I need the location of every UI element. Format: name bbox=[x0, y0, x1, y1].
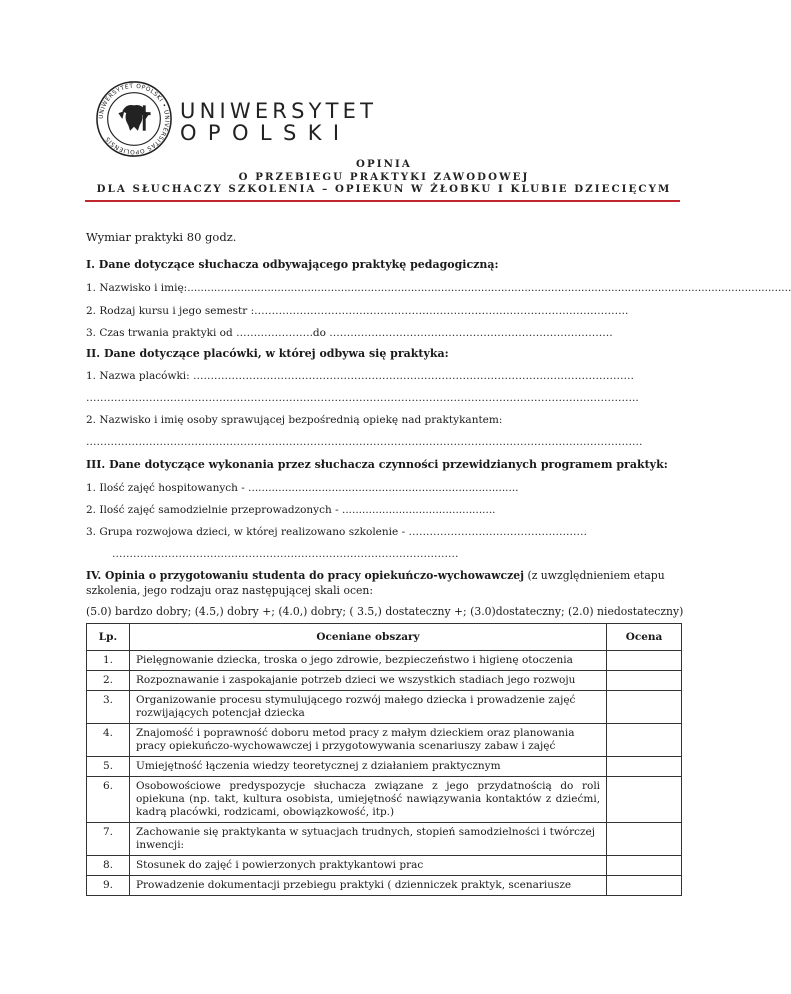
logo-line-1: UNIWERSYTET bbox=[180, 99, 378, 123]
title-line-2: O PRZEBIEGU PRAKTYKI ZAWODOWEJ bbox=[238, 170, 530, 183]
table-row bbox=[87, 876, 682, 896]
field-age-group-cont[interactable]: ……………………………………………………………………………………… bbox=[112, 548, 459, 560]
university-logo bbox=[95, 80, 378, 160]
row-number: 6. bbox=[87, 777, 130, 823]
field-institution-cont[interactable]: ………………………………………………………………………………………………………………………………………….. bbox=[86, 392, 639, 404]
grade-cell[interactable] bbox=[607, 691, 682, 724]
table-header-row bbox=[87, 624, 682, 651]
row-area: Osobowościowe predyspozycje słuchacza związane z jego przydatnością do roli opiekuna (np. takt, kultura osobista, umiejętność nawiązywania kontaktów z dziećmi, kadrą placówki, rodzicami, obowiązkowość, itp.) bbox=[129, 777, 606, 823]
column-header-area: Oceniane obszary bbox=[129, 624, 606, 651]
table-row bbox=[87, 777, 682, 823]
practice-hours: Wymiar praktyki 80 godz. bbox=[86, 230, 237, 244]
field-duration[interactable]: 3. Czas trwania praktyki od ………………….do ……………………………………………………………………… bbox=[86, 327, 613, 339]
row-area: Zachowanie się praktykanta w sytuacjach trudnych, stopień samodzielności i twórczej inwencji: bbox=[129, 823, 606, 856]
section-1-heading: I. Dane dotyczące słuchacza odbywającego praktykę pedagogiczną: bbox=[86, 258, 499, 271]
title-line-1: OPINIA bbox=[356, 158, 412, 170]
row-area: Pielęgnowanie dziecka, troska o jego zdrowie, bezpieczeństwo i higienę otoczenia bbox=[129, 651, 606, 671]
grade-cell[interactable] bbox=[607, 651, 682, 671]
field-observed[interactable]: 1. Ilość zajęć hospitowanych - ................................................................................. bbox=[86, 482, 519, 494]
table-row bbox=[87, 691, 682, 724]
svg-text:UNIWERSYTET OPOLSKI • UNIVERSI: UNIWERSYTET OPOLSKI • UNIVERSITAS OPOLIENSIS bbox=[98, 83, 170, 155]
field-institution[interactable]: 1. Nazwa placówki: ……………………………………………………………………………………………………………… bbox=[86, 370, 635, 382]
grade-cell[interactable] bbox=[607, 724, 682, 757]
row-number: 2. bbox=[87, 671, 130, 691]
field-course[interactable]: 2. Rodzaj kursu i jego semestr :…………………………………………………………………………………………….. bbox=[86, 305, 629, 317]
row-number: 3. bbox=[87, 691, 130, 724]
row-number: 5. bbox=[87, 757, 130, 777]
table-row bbox=[87, 856, 682, 876]
section-2-heading: II. Dane dotyczące placówki, w której odbywa się praktyka: bbox=[86, 347, 449, 360]
grade-cell[interactable] bbox=[607, 876, 682, 896]
table-row bbox=[87, 671, 682, 691]
table-row bbox=[87, 757, 682, 777]
grade-cell[interactable] bbox=[607, 777, 682, 823]
row-area: Znajomość i poprawność doboru metod pracy z małym dzieckiem oraz planowania pracy opiekuńczo-wychowawczej i przygotowywania scenariuszy zabaw i zajęć bbox=[129, 724, 606, 757]
table-row bbox=[87, 724, 682, 757]
supervisor-label: 2. Nazwisko i imię osoby sprawującej bezpośrednią opiekę nad praktykantem: bbox=[86, 414, 503, 426]
evaluation-table bbox=[86, 623, 682, 896]
row-area: Prowadzenie dokumentacji przebiegu praktyki ( dzienniczek praktyk, scenariusze bbox=[129, 876, 606, 896]
title-divider bbox=[85, 200, 680, 202]
row-number: 9. bbox=[87, 876, 130, 896]
grade-cell[interactable] bbox=[607, 856, 682, 876]
grade-cell[interactable] bbox=[607, 823, 682, 856]
document-title bbox=[0, 158, 768, 196]
section-3-heading: III. Dane dotyczące wykonania przez słuchacza czynności przewidzianych programem praktyk: bbox=[86, 458, 668, 471]
field-age-group[interactable]: 3. Grupa rozwojowa dzieci, w której realizowano szkolenie - …………………………………………… bbox=[86, 526, 587, 538]
row-area: Organizowanie procesu stymulującego rozwój małego dziecka i prowadzenie zajęć rozwijających potencjał dziecka bbox=[129, 691, 606, 724]
logo-line-2: OPOLSKI bbox=[180, 121, 351, 145]
grading-scale: (5.0) bardzo dobry; (4.5,) dobry +; (4.0,) dobry; ( 3.5,) dostateczny +; (3.0)dostateczny; (2.0) niedostateczny) bbox=[86, 605, 684, 618]
table-row bbox=[87, 651, 682, 671]
section-4-heading bbox=[86, 568, 681, 598]
field-conducted[interactable]: 2. Ilość zajęć samodzielnie przeprowadzonych - .............................................. bbox=[86, 504, 496, 516]
title-line-3: DLA SŁUCHACZY SZKOLENIA – OPIEKUN W ŻŁOBKU I KLUBIE DZIECIĘCYM bbox=[96, 183, 672, 195]
row-number: 8. bbox=[87, 856, 130, 876]
field-supervisor[interactable]: …………………………………………………………………………………………………………………………………………… bbox=[86, 436, 643, 448]
column-header-grade: Ocena bbox=[607, 624, 682, 651]
field-name[interactable]: 1. Nazwisko i imię:..................................................................................................................................................................................... bbox=[86, 282, 791, 294]
section-4-heading-bold: IV. Opinia o przygotowaniu studenta do pracy opiekuńczo-wychowawczej bbox=[86, 569, 525, 582]
grade-cell[interactable] bbox=[607, 671, 682, 691]
row-number: 7. bbox=[87, 823, 130, 856]
row-area: Umiejętność łączenia wiedzy teoretycznej z działaniem praktycznym bbox=[129, 757, 606, 777]
grade-cell[interactable] bbox=[607, 757, 682, 777]
section-4-heading-rest: (z uwzględnieniem etapu szkolenia, jego rodzaju oraz następującej skali ocen: bbox=[86, 569, 665, 597]
table-row bbox=[87, 823, 682, 856]
row-area: Rozpoznawanie i zaspokajanie potrzeb dzieci we wszystkich stadiach jego rozwoju bbox=[129, 671, 606, 691]
row-number: 4. bbox=[87, 724, 130, 757]
row-number: 1. bbox=[87, 651, 130, 671]
column-header-lp: Lp. bbox=[87, 624, 130, 651]
row-area: Stosunek do zajęć i powierzonych praktykantowi prac bbox=[129, 856, 606, 876]
university-seal-icon bbox=[95, 80, 173, 158]
